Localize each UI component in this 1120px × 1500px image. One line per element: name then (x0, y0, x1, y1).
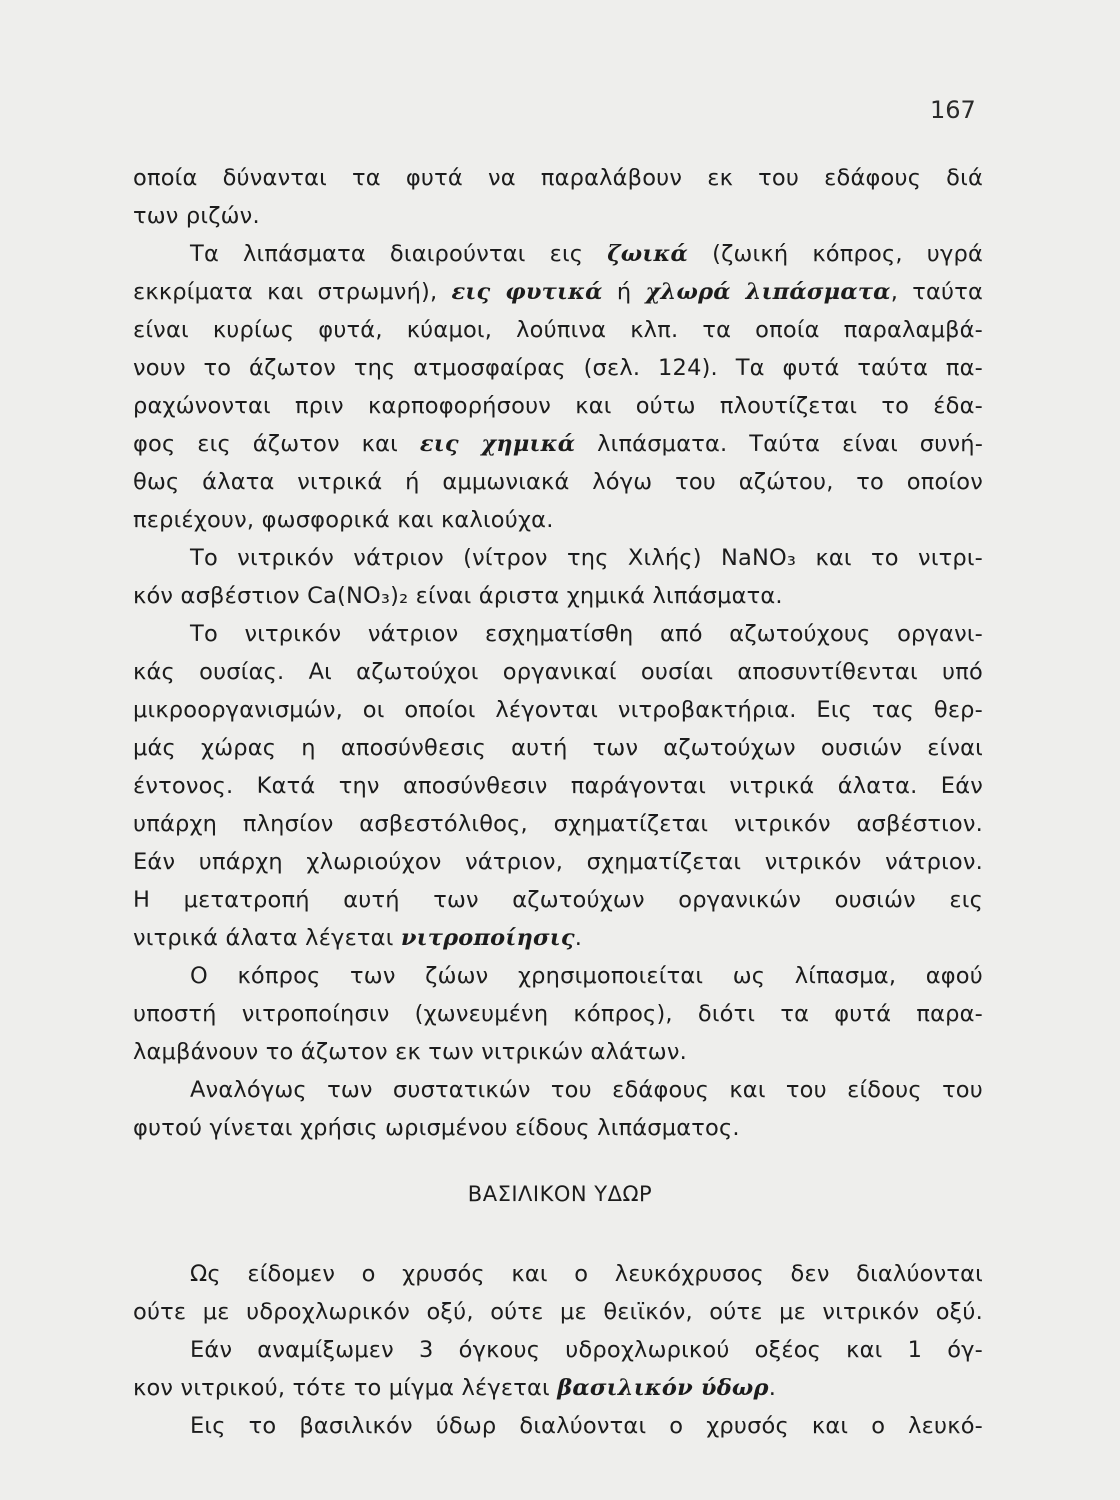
text-line: Η μετατροπή αυτή των αζωτούχων οργανικών ουσιών εις (133, 887, 983, 913)
text-line: Εάν αναμίξωμεν 3 όγκους υδροχλωρικού οξέος και 1 όγ- (190, 1337, 983, 1363)
text-line: νουν το άζωτον της ατμοσφαίρας (σελ. 124). Τα φυτά ταύτα πα- (133, 355, 983, 381)
emphasis-term: εις φυτικά (451, 279, 603, 305)
text-line: Τα λιπάσματα διαιρούνται εις ζωικά (ζωική κόπρος, υγρά (190, 241, 983, 267)
text-line: υπάρχη πλησίον ασβεστόλιθος, σχηματίζεται νιτρικόν ασβέστιον. (133, 811, 983, 837)
text-line: κάς ουσίας. Αι αζωτούχοι οργανικαί ουσίαι αποσυντίθενται υπό (133, 659, 983, 685)
section-heading: ΒΑΣΙΛΙΚΟΝ ΥΔΩΡ (467, 1182, 653, 1206)
text-line: Το νιτρικόν νάτριον εσχηματίσθη από αζωτούχους οργανι- (190, 621, 983, 647)
text-line: είναι κυρίως φυτά, κύαμοι, λούπινα κλπ. τα οποία παραλαμβά- (133, 317, 983, 343)
text-line: Εις το βασιλικόν ύδωρ διαλύονται ο χρυσός και ο λευκό- (190, 1413, 983, 1439)
emphasis-term: χλωρά λιπάσματα (645, 279, 891, 305)
text-line: κόν ασβέστιον Ca(NO₃)₂ είναι άριστα χημικά λιπάσματα. (133, 583, 783, 609)
text-line: λαμβάνουν το άζωτον εκ των νιτρικών αλάτων. (133, 1039, 687, 1065)
emphasis-term: ζωικά (607, 241, 689, 267)
text-line: ούτε με υδροχλωρικόν οξύ, ούτε με θειϊκόν, ούτε με νιτρικόν οξύ. (133, 1299, 983, 1325)
text-line: θως άλατα νιτρικά ή αμμωνιακά λόγω του αζώτου, το οποίον (133, 469, 983, 495)
text-line: έντονος. Κατά την αποσύνθεσιν παράγονται νιτρικά άλατα. Εάν (133, 773, 983, 799)
text-line: υποστή νιτροποίησιν (χωνευμένη κόπρος), διότι τα φυτά παρα- (133, 1001, 983, 1027)
emphasis-term: εις χημικά (419, 431, 576, 457)
text-line: μικροοργανισμών, οι οποίοι λέγονται νιτροβακτήρια. Εις τας θερ- (133, 697, 983, 723)
text-line: ραχώνονται πριν καρποφορήσουν και ούτω πλουτίζεται το έδα- (133, 393, 983, 419)
text-line: οποία δύνανται τα φυτά να παραλάβουν εκ του εδάφους διά (133, 165, 983, 191)
emphasis-term: νιτροποίησις (400, 925, 575, 951)
text-line: Το νιτρικόν νάτριον (νίτρον της Χιλής) NaNO₃ και το νιτρι- (190, 545, 983, 571)
text-line: των ριζών. (133, 203, 260, 229)
text-line: Ως είδομεν ο χρυσός και ο λευκόχρυσος δεν διαλύονται (190, 1261, 983, 1287)
text-line: Εάν υπάρχη χλωριούχον νάτριον, σχηματίζεται νιτρικόν νάτριον. (133, 849, 983, 875)
text-line: φος εις άζωτον και εις χημικά λιπάσματα. Ταύτα είναι συνή- (133, 431, 984, 457)
text-line: κον νιτρικού, τότε το μίγμα λέγεται βασιλικόν ύδωρ. (133, 1375, 777, 1401)
text-line: Αναλόγως των συστατικών του εδάφους και του είδους του (190, 1077, 983, 1103)
emphasis-term: βασιλικόν ύδωρ (557, 1375, 769, 1401)
text-line: νιτρικά άλατα λέγεται νιτροποίησις. (133, 925, 583, 951)
page-number: 167 (930, 96, 976, 124)
text-line: Ο κόπρος των ζώων χρησιμοποιείται ως λίπασμα, αφού (190, 963, 983, 989)
text-line: εκκρίματα και στρωμνή), εις φυτικά ή χλωρά λιπάσματα, ταύτα (133, 279, 984, 305)
text-line: περιέχουν, φωσφορικά και καλιούχα. (133, 507, 554, 533)
text-line: μάς χώρας η αποσύνθεσις αυτή των αζωτούχων ουσιών είναι (133, 735, 983, 761)
text-line: φυτού γίνεται χρήσις ωρισμένου είδους λιπάσματος. (133, 1115, 740, 1141)
